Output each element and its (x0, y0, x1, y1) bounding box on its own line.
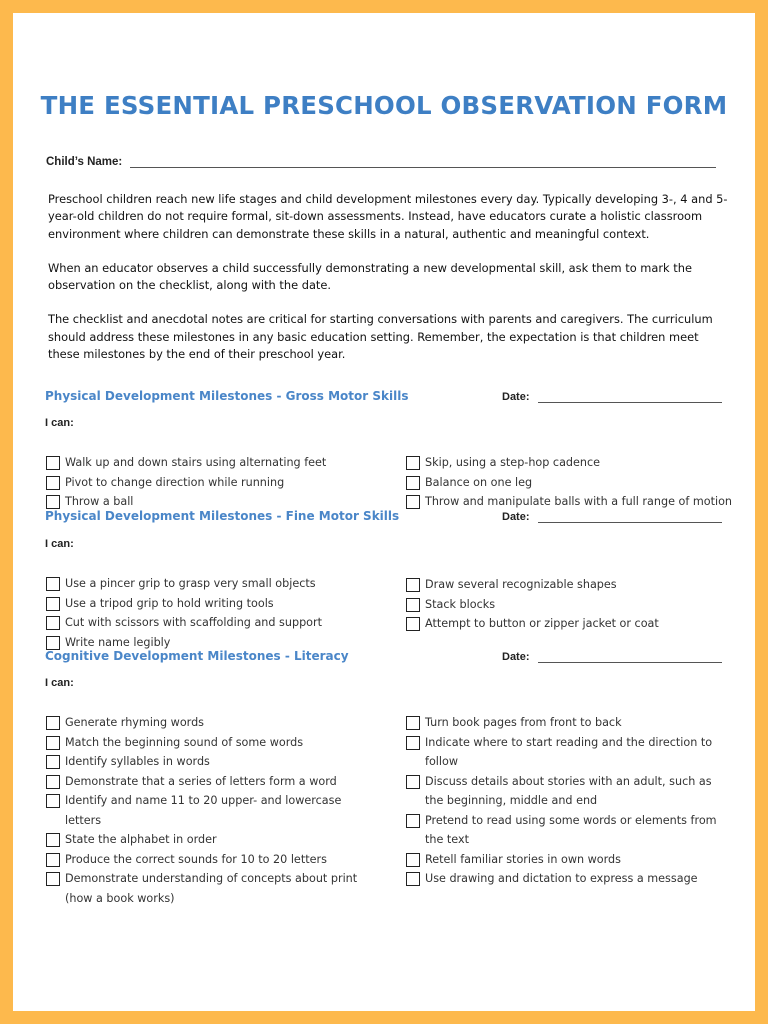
checklist-item (46, 574, 386, 594)
checklist-item-label: Draw several recognizable shapes (425, 578, 617, 591)
checkbox[interactable] (406, 456, 420, 470)
checklist-item (406, 453, 746, 473)
checklist-item-label: Stack blocks (425, 597, 496, 611)
intro-paragraph: When an educator observes a child successfully demonstrating a new developmental skill, ask them to mark the observation on the checklist, along with the date. (48, 260, 692, 293)
checkbox[interactable] (46, 775, 60, 789)
fine-motor-right-list (406, 575, 746, 634)
checklist-item-label: Throw and manipulate balls with a full range of motion (425, 495, 733, 508)
section-title: Physical Development Milestones - Fine Motor Skills (45, 509, 400, 523)
ican-label: I can: (45, 538, 74, 550)
checkbox[interactable] (406, 775, 420, 789)
checkbox[interactable] (406, 476, 420, 490)
checklist-item (406, 733, 726, 772)
checkbox[interactable] (406, 598, 420, 612)
page-title: THE ESSENTIAL PRESCHOOL OBSERVATION FORM (40, 91, 728, 120)
checkbox[interactable] (46, 716, 60, 730)
checklist-item (46, 830, 366, 850)
checklist-item (406, 614, 746, 634)
checklist-item-label: Skip, using a step-hop cadence (425, 456, 601, 469)
checklist-item-label: Match the beginning sound of some words (65, 735, 304, 749)
date-label: Date: (502, 651, 530, 663)
checklist-item-label: Turn book pages from front to back (425, 716, 622, 729)
literacy-left-list (46, 713, 366, 908)
checkbox[interactable] (46, 476, 60, 490)
checklist-item-label: Throw a ball (65, 495, 134, 508)
checklist-item-label: Use drawing and dictation to express a message (425, 872, 698, 885)
date-label: Date: (502, 511, 530, 523)
checkbox[interactable] (406, 814, 420, 828)
date-field[interactable] (538, 402, 722, 403)
child-name-row (46, 156, 716, 168)
checklist-item-label: Indicate where to start reading and the direction to follow (425, 735, 713, 768)
checklist-item-label: Balance on one leg (425, 475, 533, 489)
checklist-item-label: Use a pincer grip to grasp very small objects (65, 577, 316, 590)
fine-motor-left-list (46, 574, 386, 652)
checkbox[interactable] (406, 495, 420, 509)
intro-text (48, 191, 728, 380)
checkbox[interactable] (46, 597, 60, 611)
checklist-item (406, 811, 726, 850)
ican-label: I can: (45, 677, 74, 689)
ican-label: I can: (45, 417, 74, 429)
checklist-item (46, 869, 366, 908)
checklist-item-label: State the alphabet in order (65, 833, 217, 846)
checklist-item-label: Identify and name 11 to 20 upper- and lowercase letters (65, 794, 342, 827)
checklist-item (406, 869, 726, 889)
checklist-item (46, 713, 366, 733)
checklist-item (406, 850, 726, 870)
date-field[interactable] (538, 662, 722, 663)
intro-paragraph: The checklist and anecdotal notes are critical for starting conversations with parents and caregivers. The curriculum should address these milestones in any basic education setting. Remember, the expectation is that children meet these milestones by the end of their preschool year. (48, 312, 713, 362)
checkbox[interactable] (406, 872, 420, 886)
checkbox[interactable] (406, 617, 420, 631)
checklist-item-label: Walk up and down stairs using alternating feet (65, 456, 327, 469)
checkbox[interactable] (46, 853, 60, 867)
checkbox[interactable] (46, 577, 60, 591)
checklist-item (406, 772, 726, 811)
checkbox[interactable] (46, 872, 60, 886)
checklist-item (46, 850, 366, 870)
checklist-item (46, 752, 366, 772)
checklist-item (46, 594, 386, 614)
checklist-item-label: Use a tripod grip to hold writing tools (65, 596, 274, 610)
checklist-item-label: Pivot to change direction while running (65, 475, 285, 489)
checklist-item-label: Retell familiar stories in own words (425, 852, 621, 866)
date-field[interactable] (538, 522, 722, 523)
checklist-item (46, 613, 386, 633)
checkbox[interactable] (46, 636, 60, 650)
checklist-item-label: Generate rhyming words (65, 716, 205, 729)
checklist-item (46, 473, 386, 493)
checklist-item-label: Produce the correct sounds for 10 to 20 letters (65, 852, 327, 866)
checkbox[interactable] (46, 616, 60, 630)
literacy-right-list (406, 713, 726, 889)
checklist-item (46, 791, 366, 830)
checklist-item-label: Write name legibly (65, 635, 171, 649)
checklist-item (46, 772, 366, 792)
child-name-field[interactable] (130, 157, 716, 168)
checkbox[interactable] (406, 716, 420, 730)
checklist-item-label: Identify syllables in words (65, 755, 210, 768)
checklist-item (406, 492, 746, 512)
child-name-label: Child’s Name: (46, 156, 123, 168)
checkbox[interactable] (46, 736, 60, 750)
checklist-item (46, 453, 386, 473)
checkbox[interactable] (46, 794, 60, 808)
checklist-item (406, 575, 746, 595)
checklist-item-label: Pretend to read using some words or elements from the text (425, 813, 717, 846)
checklist-item-label: Cut with scissors with scaffolding and support (65, 616, 323, 629)
intro-paragraph: Preschool children reach new life stages and child development milestones every day. Typically developing 3-, 4 and 5-year-old children do not require formal, sit-down assessments. Instead, have educators curate a holistic classroom environment where children can demonstrate these skills in a natural, authentic and meaningful context. (48, 192, 728, 241)
checklist-item-label: Attempt to button or zipper jacket or coat (425, 617, 659, 630)
gross-motor-right-list (406, 453, 746, 512)
checkbox[interactable] (46, 495, 60, 509)
checklist-item (406, 713, 726, 733)
checklist-item (406, 473, 746, 493)
checkbox[interactable] (46, 456, 60, 470)
checkbox[interactable] (46, 833, 60, 847)
checkbox[interactable] (46, 755, 60, 769)
section-title: Cognitive Development Milestones - Literacy (45, 649, 349, 663)
section-title: Physical Development Milestones - Gross Motor Skills (45, 389, 409, 403)
checklist-item-label: Discuss details about stories with an adult, such as the beginning, middle and end (425, 774, 712, 807)
checklist-item-label: Demonstrate understanding of concepts about print (how a book works) (65, 872, 358, 905)
date-label: Date: (502, 391, 530, 403)
checklist-item-label: Demonstrate that a series of letters form a word (65, 774, 337, 788)
checklist-item (46, 733, 366, 753)
checkbox[interactable] (406, 853, 420, 867)
checkbox[interactable] (406, 578, 420, 592)
gross-motor-left-list (46, 453, 386, 512)
checklist-item (406, 595, 746, 615)
checkbox[interactable] (406, 736, 420, 750)
